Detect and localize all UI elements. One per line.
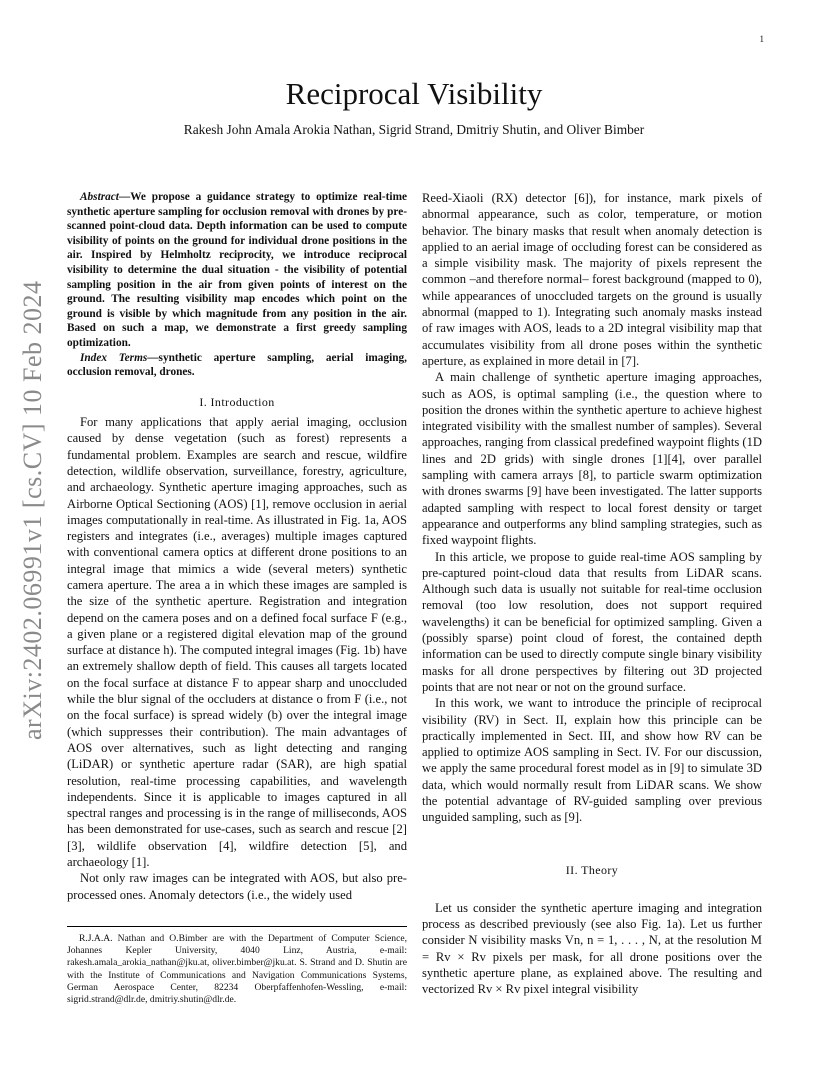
abstract-text: —We propose a guidance strategy to optimize real-time synthetic aperture sampling for occlusion removal with drones by pre-scanned point-cloud data. Depth information can be used to compute visibility of points on the ground for individual drone positions in the air. Inspired by Helmholtz reciprocity, we introduce reciprocal visibility to determine the dual situation - the visibility of potential sampling position in the air from given points of interest on the ground. The resulting visibility map encodes which point on the ground is visible by which magnitude from any position in the air. Based on such a map, we demonstrate a first greedy sampling optimization.	[67, 191, 407, 349]
abstract	[67, 190, 407, 351]
section-heading-introduction: I. Introduction	[199, 394, 275, 409]
index-terms-text: —synthetic aperture sampling, aerial imaging, occlusion removal, drones.	[67, 351, 407, 379]
left-column	[67, 190, 407, 903]
intro-paragraph-6: In this work, we want to introduce the principle of reciprocal visibility (RV) in Sect. II, explain how this principle can be practically implemented in Sect. III, and show how RV can be applied to optimize AOS sampling in Sect. IV. For our discussion, we apply the same procedural forest model as in [9] to simulate 3D data, which would normally result from LiDAR scans. We show the potential advantage of RV-guided sampling over previous unguided sampling, such as [9].	[422, 696, 762, 825]
theory-paragraph-1: Let us consider the synthetic aperture imaging and integration process as described previously (see also Fig. 1a). Let us further consider N visibility masks Vn, n = 1, . . . , N, at the resolution M = Rv × Rv pixels per mask, for all drone positions over the synthetic aperture plane, as explained above. The resulting and vectorized Rv × Rv pixel integral visibility	[422, 900, 762, 997]
abstract-lead: Abstract	[80, 191, 119, 203]
section-heading-theory: II. Theory	[565, 862, 619, 877]
arxiv-identifier: arXiv:2402.06991v1 [cs.CV] 10 Feb 2024	[18, 280, 47, 740]
index-terms	[67, 351, 407, 380]
author-list: Rakesh John Amala Arokia Nathan, Sigrid Strand, Dmitriy Shutin, and Oliver Bimber	[183, 122, 645, 137]
paper-title: Reciprocal Visibility	[285, 76, 543, 111]
index-terms-lead: Index Terms	[80, 351, 148, 364]
intro-paragraph-4: A main challenge of synthetic aperture imaging approaches, such as AOS, is optimal sampling (i.e., the question where to position the drones within the synthetic aperture to achieve highest integrated visibility with the smallest number of samples). Several approaches, ranging from classical predefined waypoint flights (1D lines and 2D grids) with single drones [1][4], over parallel sampling with camera arrays [8], to particle swarm optimization with drones swarms [9] have been investigated. The latter supports adapted sampling with respect to local forest density or target appearance and outperforms any blind sampling strategies, such as fixed waypoint flights.	[422, 370, 762, 548]
page-number: 1	[759, 34, 764, 44]
intro-paragraph-5: In this article, we propose to guide real-time AOS sampling by pre-captured point-cloud data that results from LiDAR scans. Although such data is usually not suitable for real-time occlusion removal (too low resolution, does not support required wavelengths) it can be beneficial for optimized sampling. Given a (possibly sparse) point cloud of forest, the contained depth information can be used to directly compute single binary visibility masks for all drone perspectives by filtering out 3D projected points that are not near or not on the ground surface.	[422, 549, 762, 694]
right-column	[422, 190, 762, 998]
intro-paragraph-3: Reed-Xiaoli (RX) detector [6]), for instance, mark pixels of abnormal appearance, such as color, temperature, or motion behavior. The binary masks that result when anomaly detection is applied to an aerial image of occluding forest can be considered as a simple visibility mask. The majority of pixels represent the common –and therefore normal– forest background (mapped to 0), while appearances of unoccluded targets on the ground is usually abnormal (mapped to 1). Integrating such anomaly masks instead of raw images with AOS, leads to a 2D integral visibility map that accumulates visibility from all drone poses within the synthetic aperture, as explained in more detail in [7].	[422, 191, 762, 368]
intro-paragraph-2: Not only raw images can be integrated with AOS, but also pre-processed ones. Anomaly detectors (i.e., the widely used	[67, 871, 407, 902]
intro-paragraph-1: For many applications that apply aerial imaging, occlusion caused by dense vegetation (such as forest) represents a fundamental problem. Examples are search and rescue, wildfire detection, wildlife observation, surveillance, forestry, agriculture, and archaeology. Synthetic aperture imaging approaches, such as Airborne Optical Sectioning (AOS) [1], remove occlusion in aerial images computationally in real-time. As illustrated in Fig. 1a, AOS registers and integrates (i.e., averages) multiple images captured with conventional camera optics at different drone positions to an integral image that mimics a wide (several meters) synthetic camera aperture. The area a in which these images are sampled is the size of the synthetic aperture. Registration and integration depend on the camera poses and on a defined focal surface F (e.g., a given plane or a registered digital elevation map of the ground surface at distance h). The computed integral images (Fig. 1b) have an extremely shallow depth of field. This causes all targets located on the focal surface at distance F to appear sharp and unoccluded while the blur signal of the occluders at distance o from F (i.e., not on the focal surface) is spread widely (b) over the integral image (which suppresses their contribution). The main advantages of AOS over alternatives, such as light detecting and ranging (LiDAR) or synthetic aperture radar (SAR), are high spatial resolution, real-time processing capabilities, and wavelength independents. Since it is applicable to images captured in all spectral ranges and processing is in the range of milliseconds, AOS has been demonstrated for use-cases, such as search and rescue [2][3], wildlife observation [4], wildfire detection [5], and archaeology [1].	[67, 415, 407, 870]
author-affiliation-footnote: R.J.A.A. Nathan and O.Bimber are with the Department of Computer Science, Johannes Kepler University, 4040 Linz, Austria, e-mail: rakesh.amala_arokia_nathan@jku.at, oliver.bimber@jku.at. S. Strand and D. Shutin are with the Institute of Communications and Navigation Communications Systems, German Aerospace Center, 82234 Oberpfaffenhofen-Wessling, e-mail: sigrid.strand@dlr.de, dmitriy.shutin@dlr.de.	[67, 926, 407, 1006]
